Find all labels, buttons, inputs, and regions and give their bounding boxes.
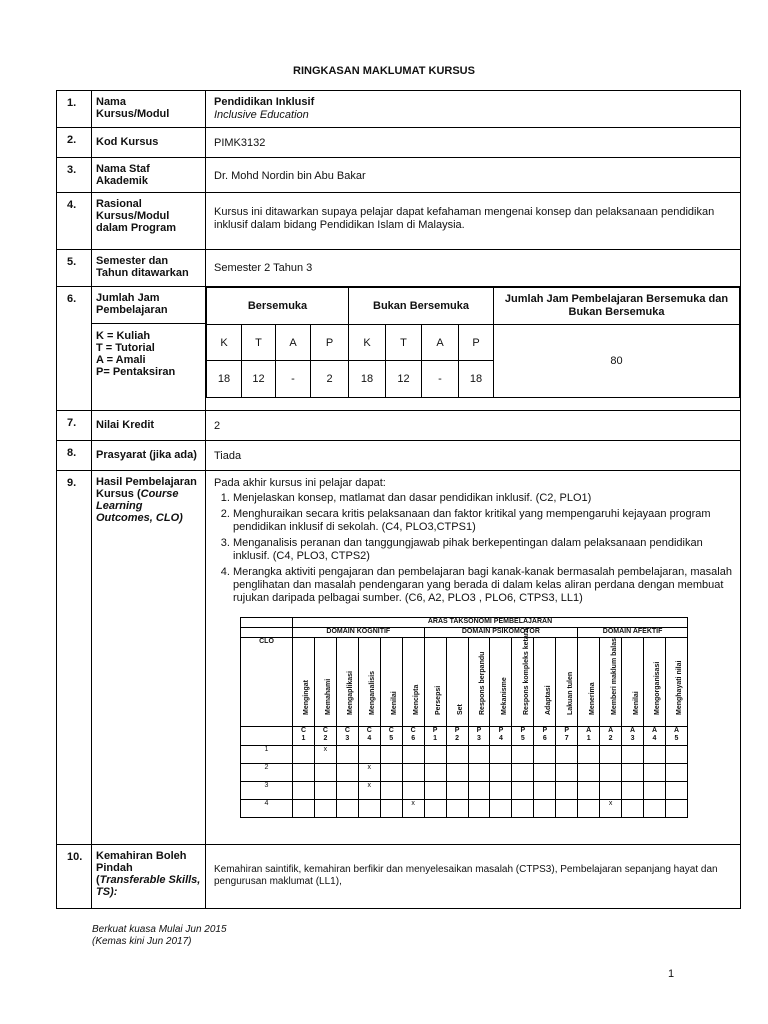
effective-date: Berkuat kuasa Mulai Jun 2015 (92, 924, 227, 935)
row-semester (57, 250, 741, 287)
row-label: Kod Kursus (92, 128, 206, 158)
taxonomy-level-header (622, 638, 644, 727)
hours-value-cell: 18 (207, 361, 242, 398)
taxonomy-mark (622, 800, 644, 818)
taxonomy-level-label: Respons kompleks ketara (522, 628, 530, 715)
taxonomy-mark (336, 764, 358, 782)
taxonomy-code: C 6 (402, 727, 424, 746)
ts-label-english: Transferable Skills, TS): (96, 874, 201, 898)
taxonomy-level-header (314, 638, 336, 727)
hours-code-cell: K (207, 325, 242, 361)
clo-label-english: Course Learning Outcomes, CLO) (96, 488, 183, 524)
hours-value-cell: - (276, 361, 311, 398)
taxonomy-clo-number: 2 (241, 764, 293, 782)
taxonomy-row (241, 800, 688, 818)
taxonomy-mark (468, 764, 490, 782)
hours-code-cell: P (459, 325, 494, 361)
taxonomy-mark (556, 764, 578, 782)
hours-code-cell: T (242, 325, 276, 361)
taxonomy-mark (534, 782, 556, 800)
row-number: 1. (57, 91, 92, 128)
taxonomy-level-label: Mekanisme (500, 677, 508, 715)
row-number: 5. (57, 250, 92, 287)
taxonomy-code: C 4 (358, 727, 380, 746)
row-credit-value (57, 411, 741, 441)
taxonomy-mark: x (358, 764, 380, 782)
total-hours-value: 80 (494, 325, 740, 398)
taxonomy-level-label: Set (457, 704, 465, 715)
taxonomy-mark (534, 764, 556, 782)
taxonomy-mark (446, 800, 468, 818)
taxonomy-level-label: Adaptasi (544, 685, 552, 715)
taxonomy-mark (358, 800, 380, 818)
taxonomy-code: P 7 (556, 727, 578, 746)
row-course-name (57, 91, 741, 128)
taxonomy-level-header (424, 638, 446, 727)
taxonomy-code: P 1 (424, 727, 446, 746)
taxonomy-level-header (336, 638, 358, 727)
non-face-to-face-header: Bukan Bersemuka (349, 288, 494, 325)
row-course-code (57, 128, 741, 158)
taxonomy-row (241, 746, 688, 764)
course-name: Pendidikan Inklusif (214, 96, 315, 108)
row-rationale (57, 193, 741, 250)
taxonomy-mark (293, 800, 315, 818)
taxonomy-mark (446, 764, 468, 782)
taxonomy-level-label: Respons berpandu (478, 651, 486, 715)
taxonomy-clo-number: 3 (241, 782, 293, 800)
clo-intro: Pada akhir kursus ini pelajar dapat: (214, 477, 386, 489)
clo-column-header: CLO (241, 638, 293, 727)
hours-legend (92, 324, 205, 378)
taxonomy-mark (380, 800, 402, 818)
taxonomy-level-label: Memahami (325, 678, 333, 715)
taxonomy-mark (380, 764, 402, 782)
taxonomy-code: P 5 (512, 727, 534, 746)
taxonomy-level-label: Persepsi (435, 685, 443, 715)
clo-item: 4. Merangka aktiviti pengajaran dan pembelajaran bagi kanak-kanak bermasalah pembelajaran, masalah penglihatan dan masalah pendengaran yang berada di dalam kelas aliran perdana dengan membuat rujukan daripada pelbagai sumber. (C6, A2, PLO3 , PLO6, CTPS3, LL1) (233, 566, 732, 605)
taxonomy-mark (293, 764, 315, 782)
taxonomy-mark (293, 782, 315, 800)
taxonomy-code: C 5 (380, 727, 402, 746)
hours-code-row (207, 325, 740, 361)
taxonomy-code: A 3 (622, 727, 644, 746)
taxonomy-level-label: Menganalisis (369, 671, 377, 715)
page-title: RINGKASAN MAKLUMAT KURSUS (293, 65, 475, 77)
taxonomy-code-blank (241, 727, 293, 746)
taxonomy-mark (490, 782, 512, 800)
taxonomy-mark (468, 746, 490, 764)
row-label: Jumlah Jam Pembelajaran (92, 287, 205, 324)
taxonomy-row (241, 764, 688, 782)
taxonomy-level-label: Lakuan tulen (566, 671, 574, 715)
rationale-text: Kursus ini ditawarkan supaya pelajar dapat kefahaman mengenai konsep dan pelaksanaan pendidikan inklusif dalam bidang Pendidikan Islam di Malaysia. (214, 206, 715, 231)
taxonomy-mark (446, 746, 468, 764)
taxonomy-mark (424, 746, 446, 764)
row-number: 7. (57, 411, 92, 441)
taxonomy-mark: x (402, 800, 424, 818)
footer-note (92, 924, 227, 948)
taxonomy-mark (314, 764, 336, 782)
taxonomy-level-label: Menilai (632, 691, 640, 715)
taxonomy-mark (512, 764, 534, 782)
row-number: 8. (57, 441, 92, 471)
taxonomy-code: C 2 (314, 727, 336, 746)
legend-amali: A = Amali (96, 354, 146, 366)
academic-staff: Dr. Mohd Nordin bin Abu Bakar (214, 170, 366, 182)
taxonomy-mark: x (358, 782, 380, 800)
taxonomy-mark (578, 800, 600, 818)
hours-code-cell: A (276, 325, 311, 361)
row-number: 9. (57, 471, 92, 845)
taxonomy-mark (556, 746, 578, 764)
row-transferable-skills (57, 845, 741, 909)
row-academic-staff (57, 158, 741, 193)
taxonomy-code: A 4 (644, 727, 666, 746)
clo-item: 1. Menjelaskan konsep, matlamat dan dasar pendidikan inklusif. (C2, PLO1) (233, 492, 732, 505)
taxonomy-mark (336, 800, 358, 818)
hours-value-cell: 18 (459, 361, 494, 398)
taxonomy-mark (490, 800, 512, 818)
taxonomy-mark (490, 746, 512, 764)
row-label (92, 471, 206, 845)
hours-value-cell: 12 (242, 361, 276, 398)
row-label: Prasyarat (jika ada) (92, 441, 206, 471)
row-number: 10. (57, 845, 92, 909)
taxonomy-code: A 5 (665, 727, 687, 746)
taxonomy-level-header (293, 638, 315, 727)
taxonomy-code: P 4 (490, 727, 512, 746)
row-prerequisite (57, 441, 741, 471)
taxonomy-mark (600, 746, 622, 764)
page-number: 1 (668, 968, 675, 980)
taxonomy-level-header (534, 638, 556, 727)
taxonomy-level-label: Mengingat (303, 680, 311, 715)
taxonomy-level-label: Memberi maklum balas (610, 637, 618, 715)
clo-label-text: Hasil Pembelajaran Kursus ( (96, 476, 197, 500)
taxonomy-mark (446, 782, 468, 800)
course-code: PIMK3132 (214, 137, 266, 149)
hours-code-cell: A (422, 325, 459, 361)
taxonomy-level-header (665, 638, 687, 727)
taxonomy-code: C 1 (293, 727, 315, 746)
taxonomy-mark (665, 764, 687, 782)
taxonomy-mark (600, 782, 622, 800)
taxonomy-mark (556, 782, 578, 800)
updated-date: (Kemas kini Jun 2017) (92, 936, 192, 947)
row-label: Semester dan Tahun ditawarkan (92, 250, 206, 287)
row-learning-hours (57, 287, 741, 411)
row-label: Rasional Kursus/Modul dalam Program (92, 193, 206, 250)
taxonomy-mark (336, 782, 358, 800)
hours-grid (206, 287, 740, 398)
taxonomy-code: P 2 (446, 727, 468, 746)
taxonomy-code: A 1 (578, 727, 600, 746)
semester-value: Semester 2 Tahun 3 (214, 262, 313, 274)
taxonomy-mark (512, 782, 534, 800)
taxonomy-mark (336, 746, 358, 764)
hours-code-cell: K (349, 325, 386, 361)
taxonomy-mark (644, 764, 666, 782)
face-to-face-header: Bersemuka (207, 288, 349, 325)
hours-value-cell: - (422, 361, 459, 398)
taxonomy-level-header (578, 638, 600, 727)
legend-kuliah: K = Kuliah (96, 330, 151, 342)
taxonomy-mark (622, 782, 644, 800)
taxonomy-level-header (380, 638, 402, 727)
taxonomy-mark (402, 746, 424, 764)
row-label: Nama Staf Akademik (92, 158, 206, 193)
taxonomy-mark (556, 800, 578, 818)
row-label (92, 845, 206, 909)
taxonomy-mark: x (314, 746, 336, 764)
taxonomy-clo-number: 4 (241, 800, 293, 818)
hours-value-cell: 12 (386, 361, 422, 398)
taxonomy-level-label: Menghayati nilai (676, 660, 684, 715)
transferable-skills-text: Kemahiran saintifik, kemahiran berfikir dan menyelesaikan masalah (CTPS3), Pembelajaran sepanjang hayat dan pengurusan maklumat (LL1), (214, 864, 718, 887)
taxonomy-mark (380, 746, 402, 764)
taxonomy-mark: x (600, 800, 622, 818)
taxonomy-level-header (402, 638, 424, 727)
row-number: 6. (57, 287, 92, 411)
row-clo (57, 471, 741, 845)
taxonomy-mark (424, 782, 446, 800)
taxonomy-level-label: Mencipta (413, 684, 421, 715)
taxonomy-mark (314, 782, 336, 800)
clo-item: 2. Menghuraikan secara kritis pelaksanaan dan faktor kritikal yang mempengaruhi kejayaan program pendidikan inklusif di sekolah. (C4, PLO3,CTPS1) (233, 508, 732, 534)
hours-code-cell: T (386, 325, 422, 361)
taxonomy-mark (665, 800, 687, 818)
row-number: 2. (57, 128, 92, 158)
taxonomy-mark (424, 800, 446, 818)
taxonomy-code: C 3 (336, 727, 358, 746)
taxonomy-title: ARAS TAKSONOMI PEMBELAJARAN (293, 618, 688, 628)
taxonomy-level-header (468, 638, 490, 727)
taxonomy-level-header (556, 638, 578, 727)
credit-value: 2 (214, 420, 221, 432)
legend-pentaksiran: P= Pentaksiran (96, 366, 176, 378)
taxonomy-level-header (600, 638, 622, 727)
taxonomy-mark (534, 746, 556, 764)
row-label: Nama Kursus/Modul (92, 91, 206, 128)
taxonomy-mark (402, 764, 424, 782)
taxonomy-mark (512, 800, 534, 818)
taxonomy-level-label: Menilai (391, 691, 399, 715)
legend-tutorial: T = Tutorial (96, 342, 155, 354)
taxonomy-mark (490, 764, 512, 782)
course-name-english: Inclusive Education (214, 109, 309, 121)
row-number: 4. (57, 193, 92, 250)
taxonomy-level-header (644, 638, 666, 727)
total-hours-header: Jumlah Jam Pembelajaran Bersemuka dan Bukan Bersemuka (494, 288, 740, 325)
taxonomy-matrix (240, 617, 688, 818)
domain-affective: DOMAIN AFEKTIF (578, 628, 688, 638)
taxonomy-mark (424, 764, 446, 782)
ts-label-text: Kemahiran Boleh Pindah ( (96, 850, 187, 886)
taxonomy-level-header (358, 638, 380, 727)
taxonomy-mark (380, 782, 402, 800)
taxonomy-mark (468, 800, 490, 818)
taxonomy-mark (578, 782, 600, 800)
domain-psychomotor: DOMAIN PSIKOMOTOR (424, 628, 578, 638)
taxonomy-code: P 3 (468, 727, 490, 746)
taxonomy-mark (600, 764, 622, 782)
taxonomy-level-header (512, 628, 534, 727)
taxonomy-code: P 6 (534, 727, 556, 746)
taxonomy-mark (512, 746, 534, 764)
taxonomy-level-label: Menerima (588, 682, 596, 715)
domain-cognitive: DOMAIN KOGNITIF (293, 628, 425, 638)
taxonomy-mark (644, 746, 666, 764)
taxonomy-mark (578, 746, 600, 764)
taxonomy-mark (293, 746, 315, 764)
taxonomy-code: A 2 (600, 727, 622, 746)
taxonomy-clo-blank (241, 628, 293, 638)
course-summary-table (56, 90, 741, 909)
taxonomy-mark (665, 782, 687, 800)
hours-code-cell: P (311, 325, 349, 361)
taxonomy-clo-blank (241, 618, 293, 628)
clo-list (206, 492, 740, 605)
row-number: 3. (57, 158, 92, 193)
hours-value-cell: 2 (311, 361, 349, 398)
taxonomy-mark (358, 746, 380, 764)
taxonomy-mark (468, 782, 490, 800)
taxonomy-level-label: Mengorganisasi (654, 661, 662, 715)
clo-item: 3. Menganalisis peranan dan tanggungjawab pihak berkepentingan dalam pelaksanaan pendidikan inklusif. (C4, PLO3, CTPS2) (233, 537, 732, 563)
hours-value-cell: 18 (349, 361, 386, 398)
taxonomy-mark (402, 782, 424, 800)
taxonomy-mark (665, 746, 687, 764)
taxonomy-clo-number: 1 (241, 746, 293, 764)
taxonomy-mark (644, 782, 666, 800)
taxonomy-mark (314, 800, 336, 818)
taxonomy-mark (644, 800, 666, 818)
row-label: Nilai Kredit (92, 411, 206, 441)
taxonomy-level-header (446, 638, 468, 727)
taxonomy-mark (622, 746, 644, 764)
taxonomy-row (241, 782, 688, 800)
prerequisite-value: Tiada (214, 450, 242, 462)
taxonomy-mark (534, 800, 556, 818)
taxonomy-level-header (490, 638, 512, 727)
taxonomy-level-label: Mengaplikasi (347, 671, 355, 715)
taxonomy-mark (578, 764, 600, 782)
taxonomy-mark (622, 764, 644, 782)
